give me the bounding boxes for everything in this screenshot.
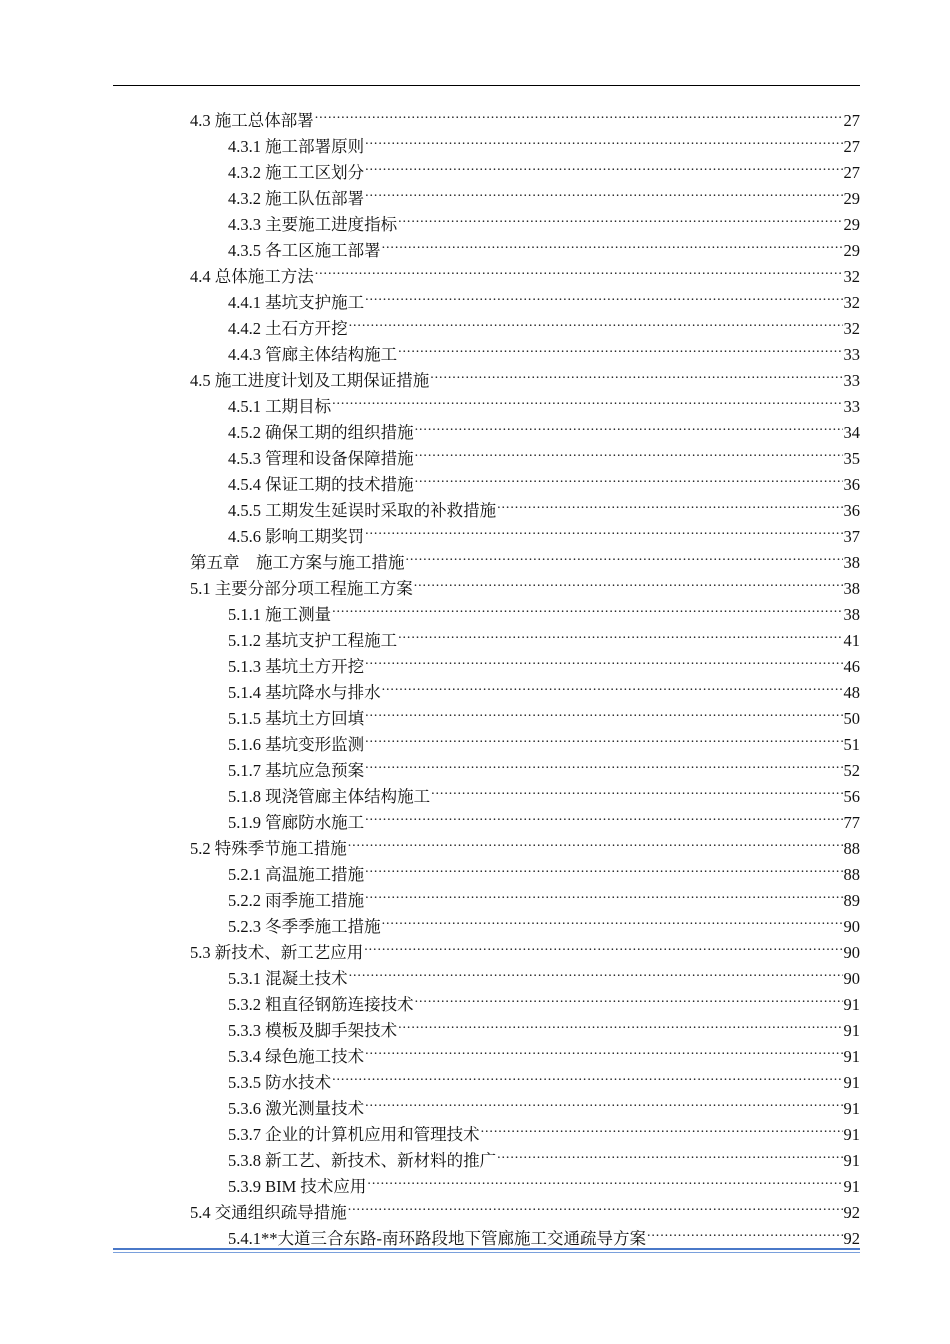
toc-dot-leader xyxy=(348,1192,843,1218)
toc-dot-leader xyxy=(481,1114,843,1140)
toc-entry-title: 4.4.1 基坑支护施工 xyxy=(228,293,365,312)
toc-dot-leader xyxy=(398,620,842,646)
toc-entry-page-number: 77 xyxy=(843,813,860,832)
toc-dot-leader xyxy=(431,776,842,802)
toc-entry-title: 5.3.9 BIM 技术应用 xyxy=(228,1177,367,1196)
toc-entry-title: 4.3 施工总体部署 xyxy=(190,111,314,130)
toc-dot-leader xyxy=(315,100,843,126)
toc-entry-page-number: 92 xyxy=(843,1229,860,1248)
toc-dot-leader xyxy=(365,646,842,672)
toc-entry-page-number: 27 xyxy=(843,111,860,130)
toc-entry-title: 5.1.8 现浇管廊主体结构施工 xyxy=(228,787,431,806)
toc-entry-title: 5.1.4 基坑降水与排水 xyxy=(228,683,381,702)
table-of-contents xyxy=(190,100,860,1248)
toc-entry-title: 5.3.4 绿色施工技术 xyxy=(228,1047,365,1066)
toc-entry-page-number: 29 xyxy=(843,189,860,208)
toc-entry-title: 5.4.1**大道三合东路-南环路段地下管廊施工交通疏导方案 xyxy=(228,1229,646,1248)
toc-entry-page-number: 29 xyxy=(843,241,860,260)
toc-entry-title: 5.1.1 施工测量 xyxy=(228,605,332,624)
toc-entry-page-number: 36 xyxy=(843,475,860,494)
toc-entry-title: 4.5.5 工期发生延误时采取的补救措施 xyxy=(228,501,497,520)
toc-entry-title: 5.1.9 管廊防水施工 xyxy=(228,813,365,832)
toc-entry-page-number: 38 xyxy=(843,605,860,624)
toc-entry-title: 5.2.3 冬季季施工措施 xyxy=(228,917,381,936)
toc-dot-leader xyxy=(365,178,842,204)
toc-dot-leader xyxy=(398,1010,842,1036)
toc-entry-title: 5.1.5 基坑土方回填 xyxy=(228,709,365,728)
toc-dot-leader xyxy=(367,1166,842,1192)
toc-entry-page-number: 29 xyxy=(843,215,860,234)
toc-entry-page-number: 32 xyxy=(843,267,860,286)
toc-entry-page-number: 91 xyxy=(843,1151,860,1170)
toc-dot-leader xyxy=(365,282,842,308)
toc-dot-leader xyxy=(415,984,843,1010)
toc-entry-title: 4.5.6 影响工期奖罚 xyxy=(228,527,365,546)
toc-dot-leader xyxy=(365,1036,842,1062)
toc-entry-title: 5.3.3 模板及脚手架技术 xyxy=(228,1021,398,1040)
toc-dot-leader xyxy=(365,698,842,724)
toc-dot-leader xyxy=(365,724,842,750)
toc-entry-title: 4.5.4 保证工期的技术措施 xyxy=(228,475,414,494)
toc-entry-title: 5.2.1 高温施工措施 xyxy=(228,865,365,884)
toc-dot-leader xyxy=(497,490,842,516)
header-rule xyxy=(113,85,860,86)
toc-entry-page-number: 90 xyxy=(843,917,860,936)
toc-entry-page-number: 51 xyxy=(843,735,860,754)
toc-entry-title: 5.3.5 防水技术 xyxy=(228,1073,332,1092)
toc-dot-leader xyxy=(365,854,842,880)
toc-dot-leader xyxy=(365,1088,842,1114)
toc-entry-title: 5.2 特殊季节施工措施 xyxy=(190,839,347,858)
toc-entry-page-number: 91 xyxy=(843,1099,860,1118)
toc-dot-leader xyxy=(414,568,843,594)
toc-entry-title: 5.3.1 混凝土技术 xyxy=(228,969,348,988)
toc-entry-page-number: 92 xyxy=(843,1203,860,1222)
toc-entry[interactable] xyxy=(190,100,860,130)
toc-entry-title: 4.4 总体施工方法 xyxy=(190,267,314,286)
toc-dot-leader xyxy=(349,308,843,334)
toc-entry-page-number: 41 xyxy=(843,631,860,650)
toc-entry-page-number: 33 xyxy=(843,345,860,364)
toc-entry-title: 5.1.6 基坑变形监测 xyxy=(228,735,365,754)
toc-dot-leader xyxy=(348,828,843,854)
toc-dot-leader xyxy=(315,256,843,282)
toc-dot-leader xyxy=(406,542,843,568)
toc-entry-page-number: 37 xyxy=(843,527,860,546)
toc-dot-leader xyxy=(364,932,842,958)
toc-entry-page-number: 35 xyxy=(843,449,860,468)
toc-dot-leader xyxy=(365,880,842,906)
toc-entry-page-number: 88 xyxy=(843,839,860,858)
toc-dot-leader xyxy=(382,906,843,932)
toc-entry-page-number: 91 xyxy=(843,1177,860,1196)
toc-dot-leader xyxy=(398,334,842,360)
toc-entry-title: 4.3.5 各工区施工部署 xyxy=(228,241,381,260)
toc-dot-leader xyxy=(497,1140,842,1166)
toc-dot-leader xyxy=(398,204,842,230)
toc-entry-page-number: 33 xyxy=(843,371,860,390)
toc-dot-leader xyxy=(365,516,842,542)
toc-entry-page-number: 33 xyxy=(843,397,860,416)
toc-entry-page-number: 50 xyxy=(843,709,860,728)
toc-dot-leader xyxy=(382,230,843,256)
toc-entry-title: 5.3.6 激光测量技术 xyxy=(228,1099,365,1118)
toc-entry-page-number: 90 xyxy=(843,969,860,988)
toc-dot-leader xyxy=(415,464,843,490)
toc-dot-leader xyxy=(365,126,842,152)
toc-entry-title: 5.4 交通组织疏导措施 xyxy=(190,1203,347,1222)
toc-entry-title: 4.5.3 管理和设备保障措施 xyxy=(228,449,414,468)
toc-entry-page-number: 38 xyxy=(843,579,860,598)
toc-entry-page-number: 52 xyxy=(843,761,860,780)
toc-entry-title: 4.3.1 施工部署原则 xyxy=(228,137,365,156)
toc-entry-title: 4.3.3 主要施工进度指标 xyxy=(228,215,398,234)
toc-entry-page-number: 91 xyxy=(843,1073,860,1092)
toc-entry-page-number: 90 xyxy=(843,943,860,962)
toc-dot-leader xyxy=(332,1062,842,1088)
toc-entry-title: 4.3.2 施工工区划分 xyxy=(228,163,365,182)
toc-entry-page-number: 91 xyxy=(843,995,860,1014)
footer-rule xyxy=(113,1248,860,1250)
toc-dot-leader xyxy=(415,412,843,438)
toc-dot-leader xyxy=(365,750,842,776)
toc-dot-leader xyxy=(332,386,842,412)
toc-entry-title: 5.2.2 雨季施工措施 xyxy=(228,891,365,910)
toc-entry-title: 4.4.2 土石方开挖 xyxy=(228,319,348,338)
toc-entry-title: 5.3.2 粗直径钢筋连接技术 xyxy=(228,995,414,1014)
toc-entry-title: 4.4.3 管廊主体结构施工 xyxy=(228,345,398,364)
toc-entry-page-number: 88 xyxy=(843,865,860,884)
toc-dot-leader xyxy=(365,802,842,828)
toc-entry-page-number: 91 xyxy=(843,1125,860,1144)
toc-dot-leader xyxy=(365,152,842,178)
toc-entry-page-number: 32 xyxy=(843,319,860,338)
toc-entry-title: 4.5 施工进度计划及工期保证措施 xyxy=(190,371,430,390)
toc-entry-page-number: 89 xyxy=(843,891,860,910)
footer-rule-thin xyxy=(113,1252,860,1253)
toc-entry-page-number: 27 xyxy=(843,137,860,156)
toc-dot-leader xyxy=(430,360,842,386)
toc-entry-title: 5.1.7 基坑应急预案 xyxy=(228,761,365,780)
toc-dot-leader xyxy=(415,438,843,464)
toc-entry-page-number: 56 xyxy=(843,787,860,806)
toc-entry-title: 4.3.2 施工队伍部署 xyxy=(228,189,365,208)
toc-dot-leader xyxy=(382,672,843,698)
toc-entry-page-number: 91 xyxy=(843,1021,860,1040)
toc-entry-page-number: 34 xyxy=(843,423,860,442)
toc-entry-page-number: 46 xyxy=(843,657,860,676)
toc-entry-title: 5.3 新技术、新工艺应用 xyxy=(190,943,364,962)
toc-entry-title: 5.3.7 企业的计算机应用和管理技术 xyxy=(228,1125,480,1144)
toc-entry-title: 5.1.3 基坑土方开挖 xyxy=(228,657,365,676)
toc-entry-title: 4.5.2 确保工期的组织措施 xyxy=(228,423,414,442)
toc-entry-title: 4.5.1 工期目标 xyxy=(228,397,332,416)
toc-entry-page-number: 27 xyxy=(843,163,860,182)
toc-entry-page-number: 48 xyxy=(843,683,860,702)
toc-entry-page-number: 36 xyxy=(843,501,860,520)
toc-entry-title: 5.1 主要分部分项工程施工方案 xyxy=(190,579,413,598)
toc-entry-title: 第五章 施工方案与施工措施 xyxy=(190,553,405,572)
toc-entry-page-number: 38 xyxy=(843,553,860,572)
toc-entry-title: 5.3.8 新工艺、新技术、新材料的推广 xyxy=(228,1151,497,1170)
toc-dot-leader xyxy=(332,594,842,620)
toc-entry-title: 5.1.2 基坑支护工程施工 xyxy=(228,631,398,650)
toc-dot-leader xyxy=(349,958,843,984)
toc-entry-page-number: 91 xyxy=(843,1047,860,1066)
toc-entry-page-number: 32 xyxy=(843,293,860,312)
toc-dot-leader xyxy=(647,1218,843,1244)
